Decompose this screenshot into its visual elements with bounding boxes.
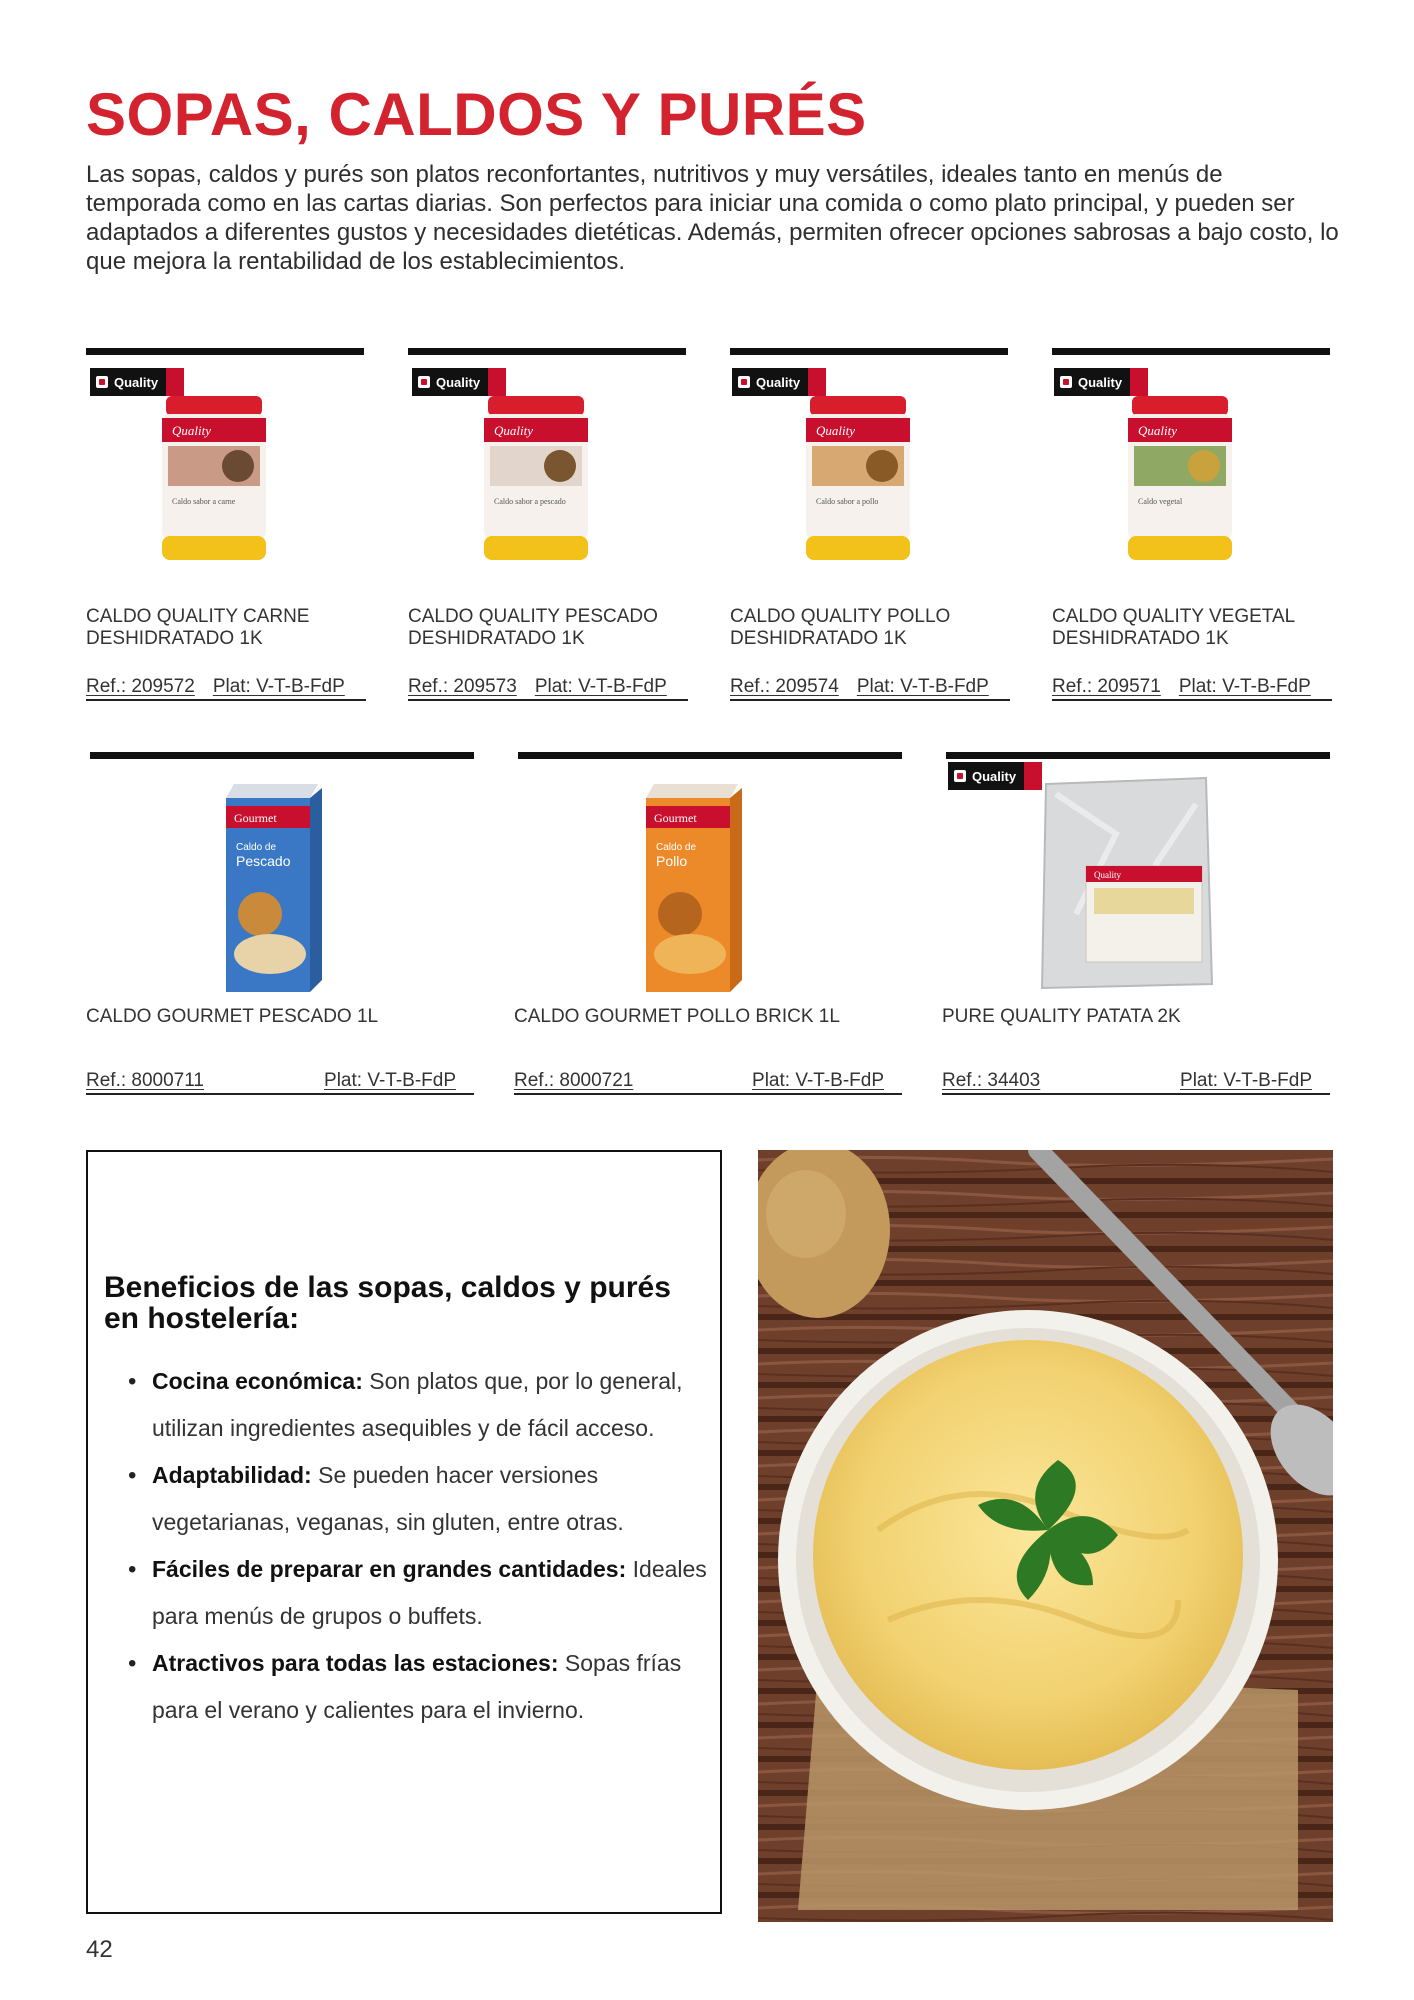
product-ref: Ref.: 209571 Plat: V-T-B-FdP — [1052, 676, 1332, 701]
product-name: CALDO QUALITY PESCADO DESHIDRATADO 1K — [408, 606, 658, 649]
mashed-potato-photo — [758, 1150, 1333, 1922]
badge-label: Quality — [436, 374, 481, 390]
gourmet-brick-fish-image — [218, 784, 328, 994]
svg-text:Quality: Quality — [1094, 870, 1121, 880]
benefits-title: Beneficios de las sopas, caldos y purés en hostelería: — [104, 1271, 671, 1335]
brand-logo-icon — [1060, 376, 1072, 388]
benefit-item: • Adaptabilidad: Se pueden hacer versiones vegetarianas, veganas, sin gluten, entre otras. — [110, 1452, 710, 1546]
benefit-item: • Atractivos para todas las estaciones: Sopas frías para el verano y calientes para el invierno. — [110, 1640, 710, 1734]
svg-text:Caldo de: Caldo de — [656, 842, 697, 853]
quality-badge — [1054, 368, 1148, 396]
svg-text:Quality: Quality — [172, 423, 211, 438]
card-top-bar — [518, 752, 902, 759]
quality-badge — [732, 368, 826, 396]
svg-text:Quality: Quality — [816, 423, 855, 438]
card-top-bar — [1052, 348, 1330, 355]
badge-label: Quality — [756, 374, 801, 390]
product-name: CALDO GOURMET PESCADO 1L — [86, 1006, 379, 1027]
page-title: SOPAS, CALDOS Y PURÉS — [86, 81, 867, 148]
svg-text:Caldo sabor a carne: Caldo sabor a carne — [172, 497, 236, 506]
card-top-bar — [90, 752, 474, 759]
product-name: CALDO QUALITY VEGETAL DESHIDRATADO 1K — [1052, 606, 1296, 649]
badge-label: Quality — [114, 374, 159, 390]
brand-logo-icon — [418, 376, 430, 388]
benefits-box — [86, 1150, 722, 1914]
svg-text:Gourmet: Gourmet — [654, 811, 697, 825]
product-ref: Ref.: 8000711 Plat: V-T-B-FdP — [86, 1070, 474, 1095]
svg-text:Quality: Quality — [494, 423, 533, 438]
product-ref: Ref.: 209574 Plat: V-T-B-FdP — [730, 676, 1010, 701]
quality-badge — [412, 368, 506, 396]
benefit-item: • Cocina económica: Son platos que, por lo general, utilizan ingredientes asequibles y de fácil acceso. — [110, 1358, 710, 1452]
product-ref: Ref.: 209573 Plat: V-T-B-FdP — [408, 676, 688, 701]
broth-jar-image — [1126, 396, 1236, 566]
svg-text:Quality: Quality — [1138, 423, 1177, 438]
svg-text:Caldo sabor a pollo: Caldo sabor a pollo — [816, 497, 879, 506]
badge-label: Quality — [1078, 374, 1123, 390]
card-top-bar — [946, 752, 1330, 759]
brand-logo-icon — [738, 376, 750, 388]
pure-bag-image — [1036, 774, 1216, 994]
product-ref: Ref.: 34403 Plat: V-T-B-FdP — [942, 1070, 1330, 1095]
product-name: CALDO GOURMET POLLO BRICK 1L — [514, 1006, 840, 1027]
brand-logo-icon — [96, 376, 108, 388]
page-number: 42 — [86, 1936, 113, 1963]
card-top-bar — [86, 348, 364, 355]
broth-jar-image — [160, 396, 270, 566]
product-name: CALDO QUALITY CARNE DESHIDRATADO 1K — [86, 606, 310, 649]
product-name: PURE QUALITY PATATA 2K — [942, 1006, 1181, 1027]
quality-badge — [948, 762, 1042, 790]
product-name: CALDO QUALITY POLLO DESHIDRATADO 1K — [730, 606, 951, 649]
card-top-bar — [408, 348, 686, 355]
quality-badge — [90, 368, 184, 396]
svg-text:Gourmet: Gourmet — [234, 811, 277, 825]
gourmet-brick-chicken-image — [638, 784, 748, 994]
product-ref: Ref.: 209572 Plat: V-T-B-FdP — [86, 676, 366, 701]
intro-paragraph: Las sopas, caldos y purés son platos reconfortantes, nutritivos y muy versátiles, ideales tanto en menús de temporada como en las cartas diarias. Son perfectos para iniciar una comida o como plato principal, y pueden ser adaptados a diferentes gustos y necesidades dietéticas. Además, permiten ofrecer opciones sabrosas a bajo costo, lo que mejora la rentabilidad de los establecimientos. — [86, 161, 1339, 275]
svg-text:Pollo: Pollo — [656, 853, 688, 869]
benefit-item: • Fáciles de preparar en grandes cantidades: Ideales para menús de grupos o buffets. — [110, 1546, 710, 1640]
broth-jar-image — [482, 396, 592, 566]
svg-text:Caldo vegetal: Caldo vegetal — [1138, 497, 1183, 506]
product-ref: Ref.: 8000721 Plat: V-T-B-FdP — [514, 1070, 902, 1095]
broth-jar-image — [804, 396, 914, 566]
svg-text:Pescado: Pescado — [236, 853, 291, 869]
svg-text:Caldo sabor a pescado: Caldo sabor a pescado — [494, 497, 566, 506]
badge-label: Quality — [972, 768, 1017, 784]
benefits-list — [110, 1358, 710, 1734]
svg-text:Caldo de: Caldo de — [236, 842, 277, 853]
card-top-bar — [730, 348, 1008, 355]
brand-logo-icon — [954, 770, 966, 782]
